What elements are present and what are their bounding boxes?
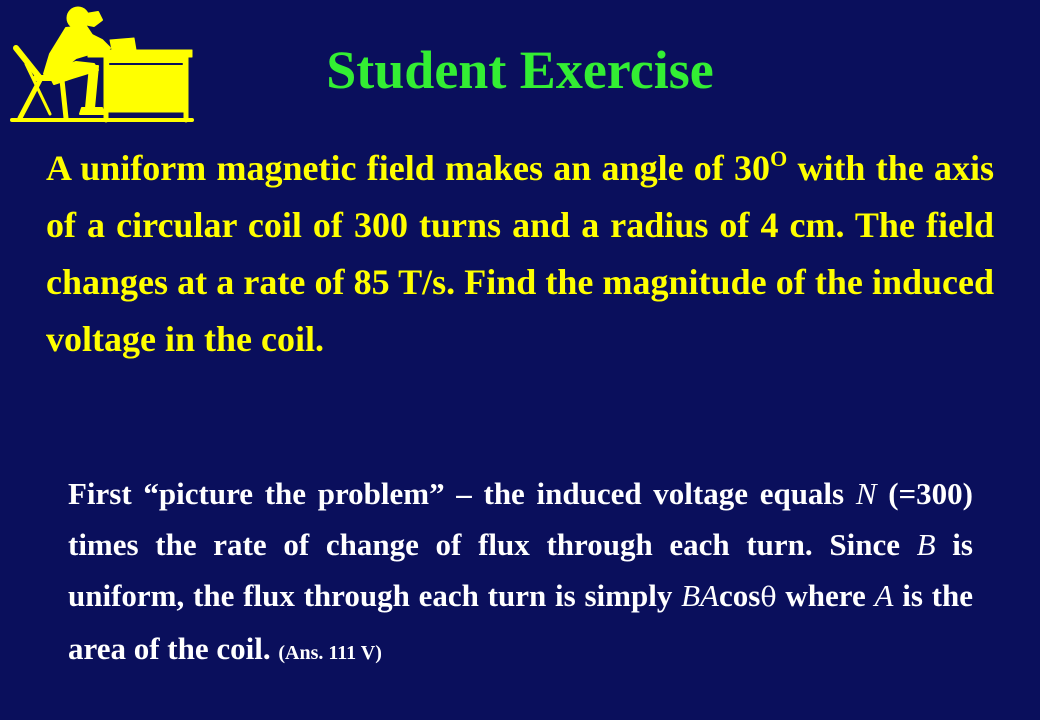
problem-text-part1: A uniform magnetic field makes an angle of 30: [46, 148, 771, 188]
page-title: Student Exercise: [326, 40, 714, 100]
theta-symbol: θ: [760, 582, 777, 613]
cos-function: cos: [718, 578, 761, 613]
solution-text-2: (=300) times the rate of change of flux through each turn. Since: [68, 476, 974, 562]
symbol-B: B: [916, 527, 936, 562]
solution-text-5: is the area of the coil.: [68, 578, 973, 666]
solution-text-3: is uniform, the flux through each turn is simply: [68, 527, 973, 613]
symbol-N: N: [855, 476, 877, 511]
symbol-A: A: [874, 578, 894, 613]
degree-superscript: O: [770, 146, 788, 171]
solution-hint: [68, 468, 973, 679]
problem-text-part2: with the axis of a circular coil of 300 turns and a radius of 4 cm. The field changes at a rate of 85 T/s. Find the magnitude of the induced voltage in the coil.: [46, 148, 994, 359]
solution-text-4: where: [776, 578, 875, 613]
symbol-BA: BA: [681, 578, 719, 613]
student-at-desk-icon: [6, 4, 196, 126]
solution-text-1: First “picture the problem” – the induced voltage equals: [68, 476, 856, 511]
answer-note: (Ans. 111 V): [278, 642, 382, 664]
problem-statement: [46, 140, 994, 368]
